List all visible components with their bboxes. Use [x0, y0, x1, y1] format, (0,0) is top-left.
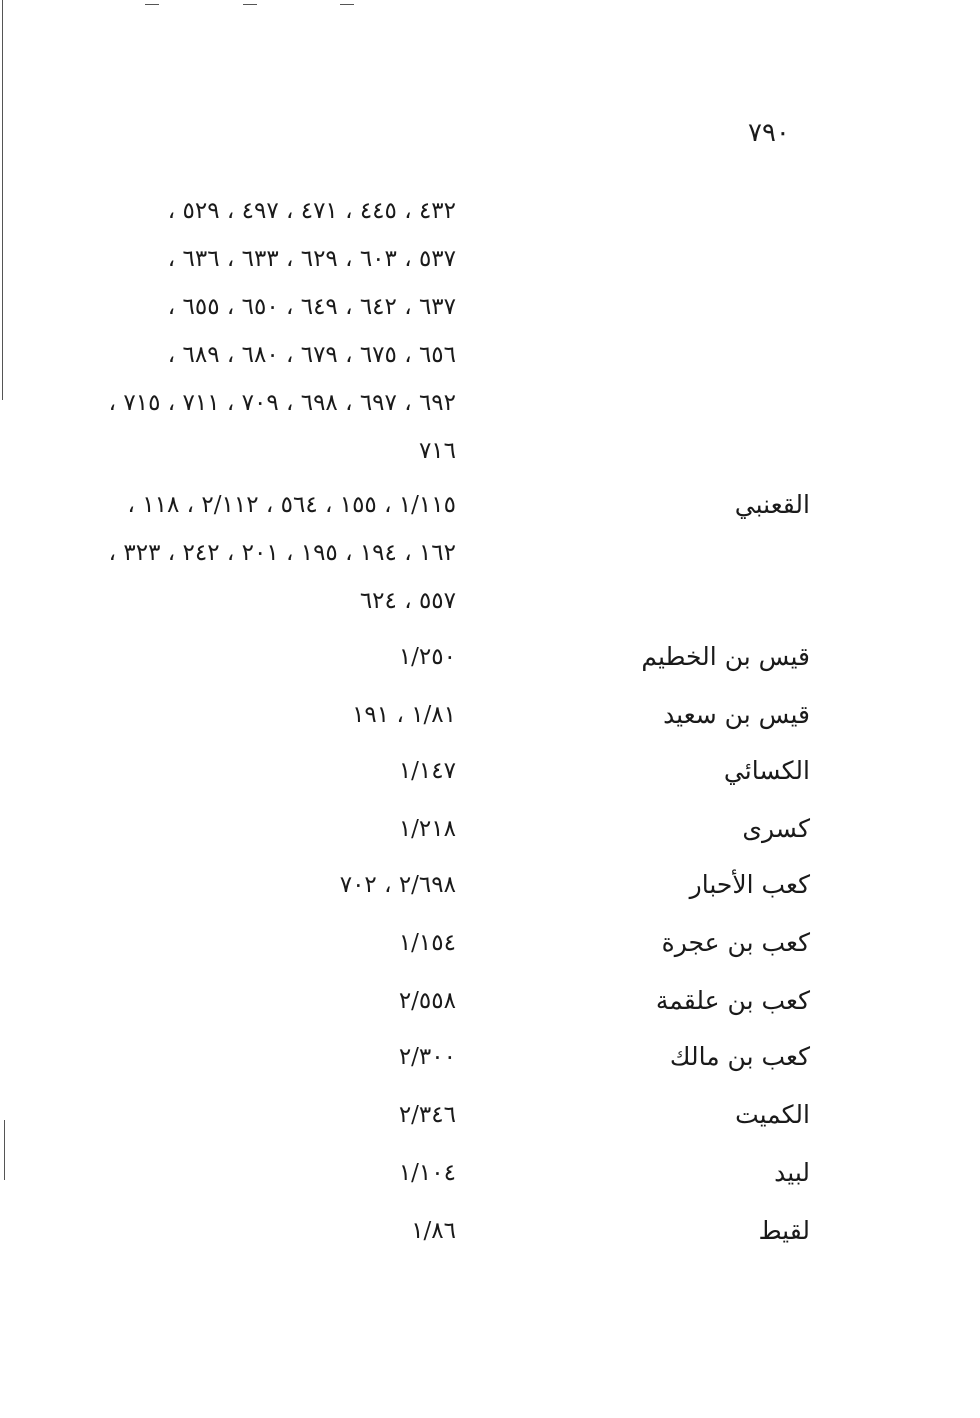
index-entry [0, 642, 980, 682]
list-item [0, 586, 980, 626]
page-references: ٥٥٧ ، ٦٢٤ [359, 588, 456, 614]
index-entry [0, 1216, 980, 1256]
page-references: ٧١٦ [418, 438, 456, 464]
page-references: ٢/٦٩٨ ، ٧٠٢ [339, 872, 456, 898]
entry-name: كعب بن مالك [669, 1042, 810, 1071]
entry-name: كعب بن عجرة [661, 928, 810, 957]
index-entry [0, 814, 980, 854]
index-entry [0, 700, 980, 740]
page-references: ١٦٢ ، ١٩٤ ، ١٩٥ ، ٢٠١ ، ٢٤٢ ، ٣٢٣ ، [108, 540, 456, 566]
page-references: ٢/٣٠٠ [398, 1044, 456, 1070]
page-references: ١/١٥٤ [398, 930, 456, 956]
list-item [0, 538, 980, 578]
list-item [0, 292, 980, 332]
entry-name: قيس بن الخطيم [641, 642, 810, 671]
page-references: ١/١٠٤ [398, 1160, 456, 1186]
page-references: ٦٩٢ ، ٦٩٧ ، ٦٩٨ ، ٧٠٩ ، ٧١١ ، ٧١٥ ، [108, 390, 456, 416]
index-entry [0, 928, 980, 968]
page-references: ٥٣٧ ، ٦٠٣ ، ٦٢٩ ، ٦٣٣ ، ٦٣٦ ، [167, 246, 456, 272]
index-entry [0, 1158, 980, 1198]
entry-name: لقيط [758, 1216, 810, 1245]
page-references: ٦٥٦ ، ٦٧٥ ، ٦٧٩ ، ٦٨٠ ، ٦٨٩ ، [167, 342, 456, 368]
entry-name: كسرى [742, 814, 810, 843]
index-entry [0, 986, 980, 1026]
list-item [0, 196, 980, 236]
page-references: ٦٣٧ ، ٦٤٢ ، ٦٤٩ ، ٦٥٠ ، ٦٥٥ ، [167, 294, 456, 320]
page-references: ١/٨١ ، ١٩١ [352, 702, 456, 728]
page-references: ٢/٣٤٦ [398, 1102, 456, 1128]
index-entry [0, 870, 980, 910]
index-entry [0, 1042, 980, 1082]
index-entry [0, 490, 980, 530]
top-scan-mark [145, 4, 159, 5]
top-scan-mark [243, 4, 257, 5]
entry-name: كعب الأحبار [689, 870, 810, 899]
entry-name: الكميت [735, 1100, 810, 1129]
list-item [0, 244, 980, 284]
list-item [0, 436, 980, 476]
index-entry [0, 756, 980, 796]
entry-name: قيس بن سعيد [663, 700, 810, 729]
entry-name: القعنبي [734, 490, 810, 519]
page-references: ١/٢١٨ [398, 816, 456, 842]
page-references: ١/٨٦ [411, 1218, 456, 1244]
page-number: ٧٩٠ [748, 118, 790, 148]
index-entry [0, 1100, 980, 1140]
list-item [0, 340, 980, 380]
page-references: ١/١١٥ ، ١٥٥ ، ٥٦٤ ، ٢/١١٢ ، ١١٨ ، [127, 492, 456, 518]
page-references: ٤٣٢ ، ٤٤٥ ، ٤٧١ ، ٤٩٧ ، ٥٢٩ ، [167, 198, 456, 224]
entry-name: كعب بن علقمة [655, 986, 810, 1015]
top-scan-mark [340, 4, 354, 5]
entry-name: الكسائي [723, 756, 810, 785]
list-item [0, 388, 980, 428]
page-references: ١/١٤٧ [398, 758, 456, 784]
entry-name: لبيد [774, 1158, 810, 1187]
page-references: ٢/٥٥٨ [398, 988, 456, 1014]
page-references: ١/٢٥٠ [398, 644, 456, 670]
